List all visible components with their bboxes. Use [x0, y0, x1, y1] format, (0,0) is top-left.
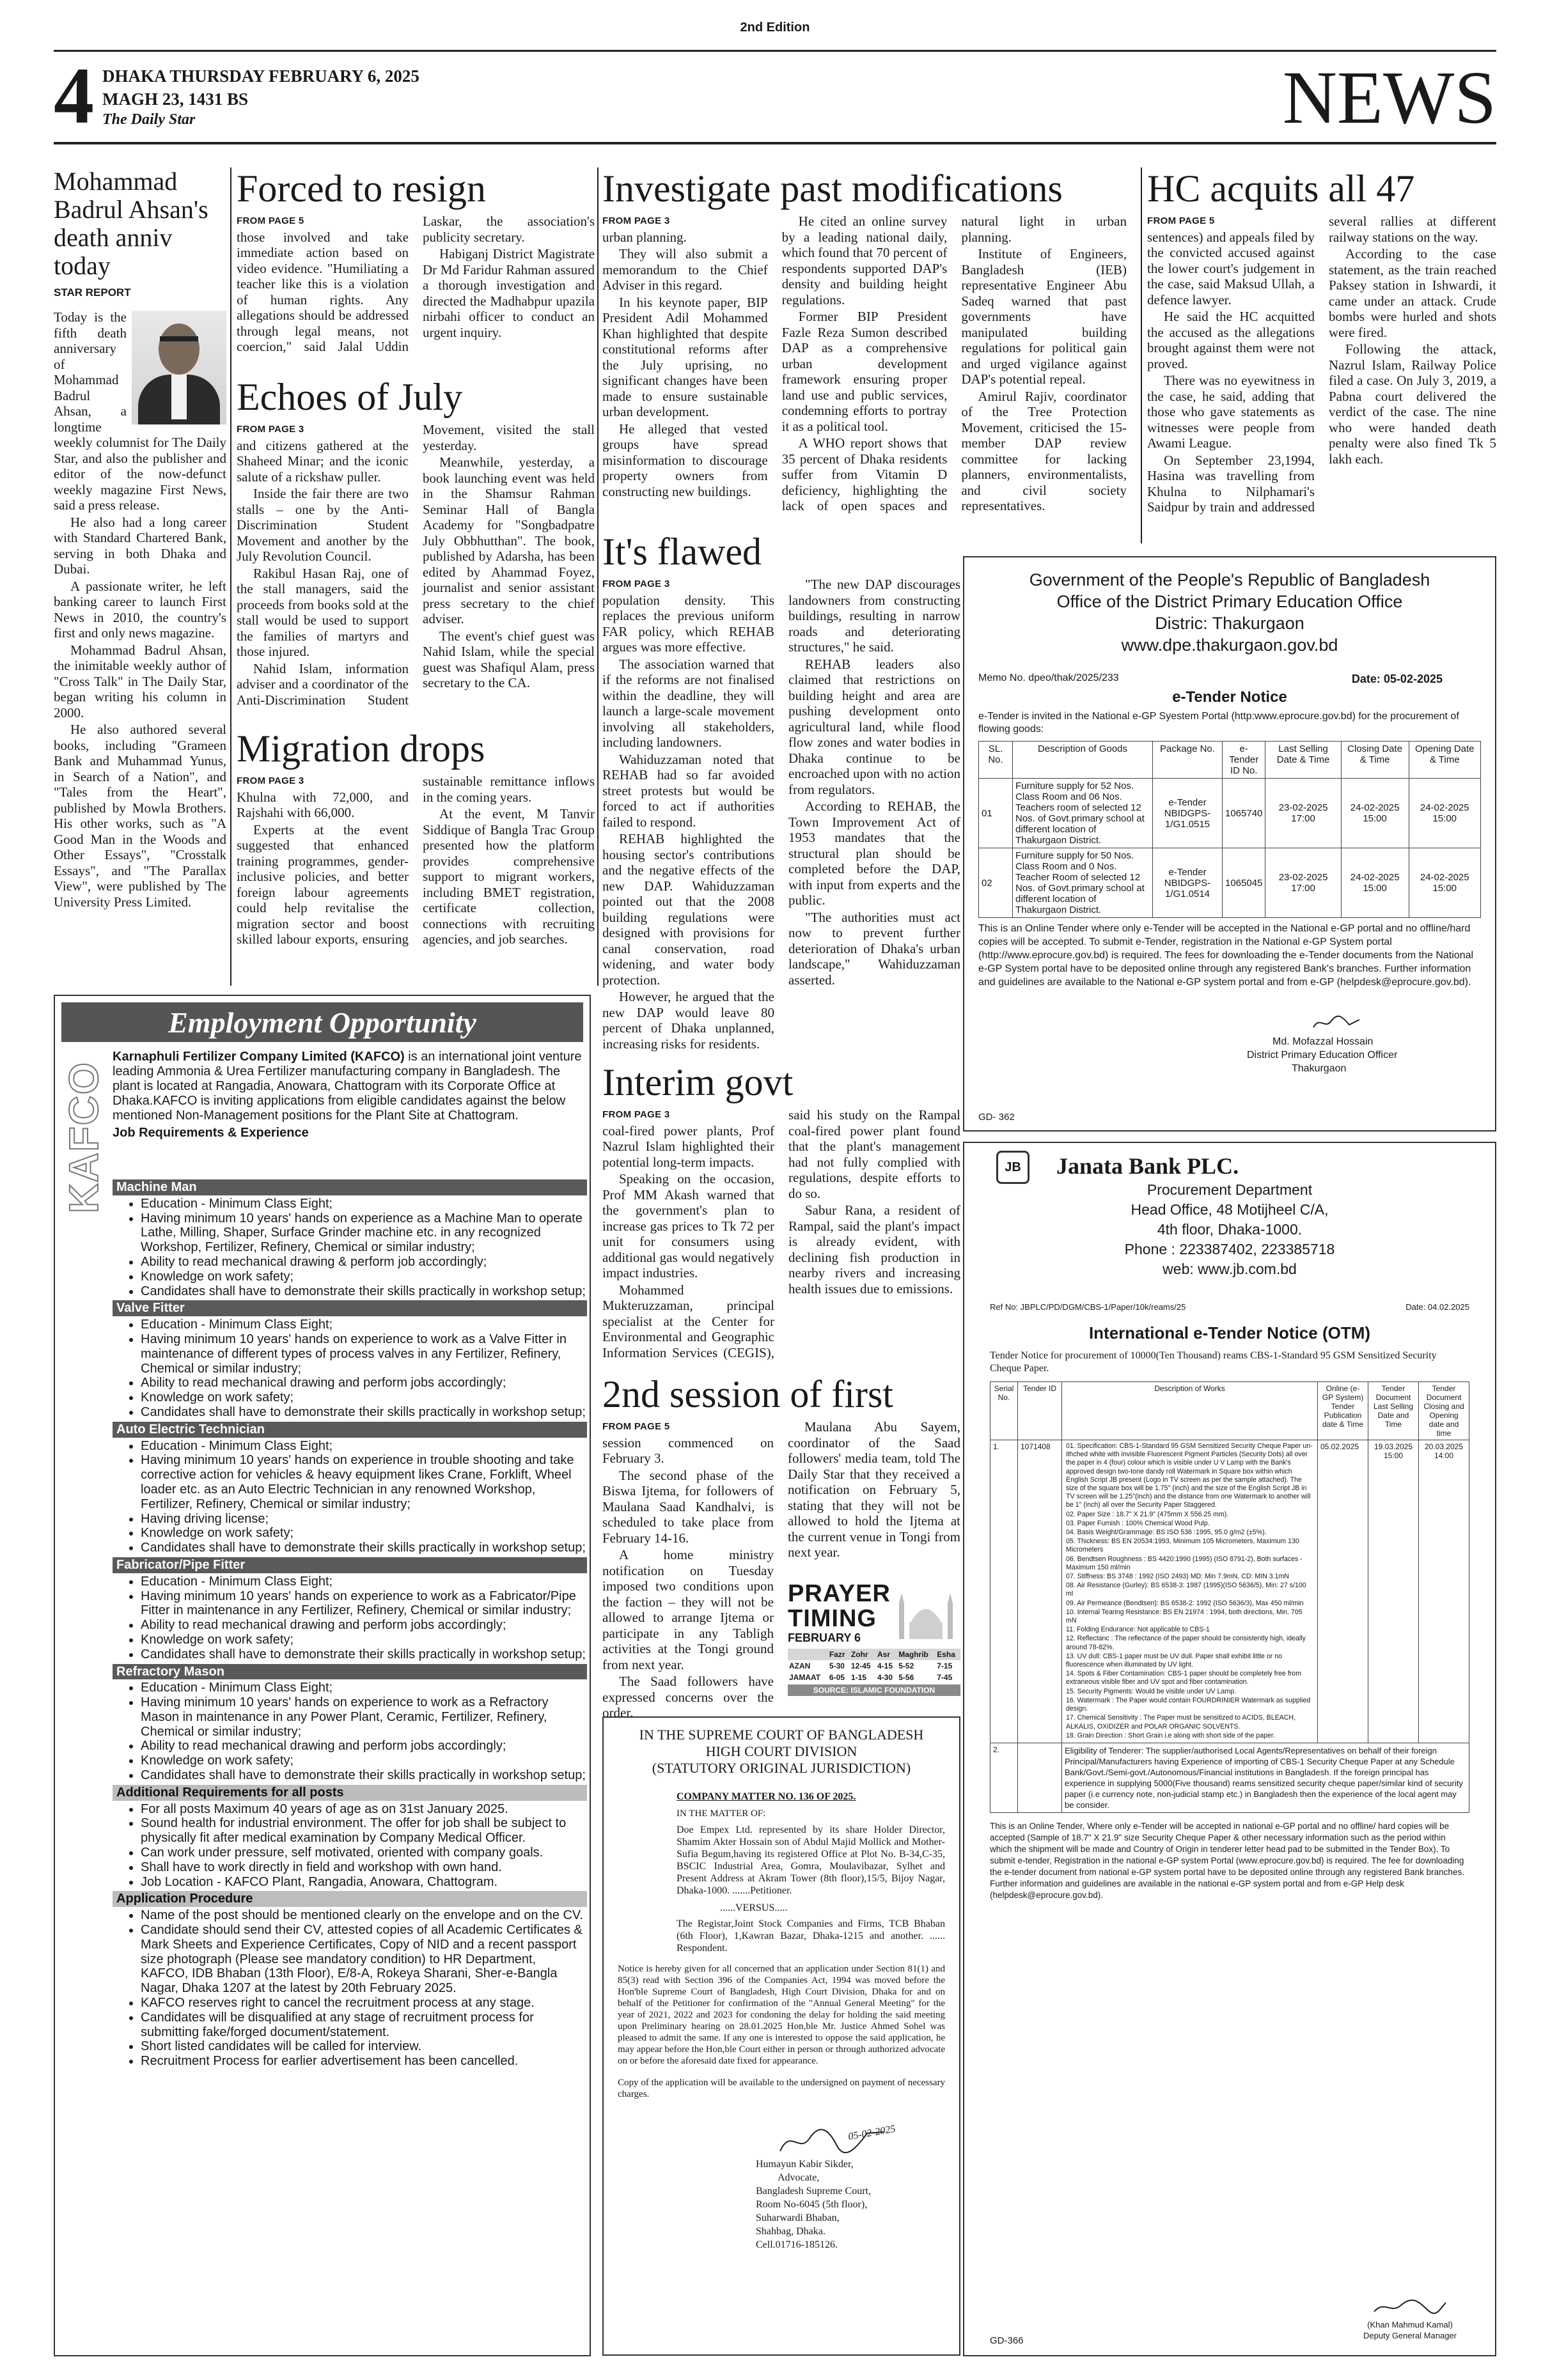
dpe-signer: Md. Mofazzal Hossain [1272, 1036, 1374, 1047]
migration-article [237, 727, 595, 983]
spec-item: 06. Bendtsen Roughness : BS 4420:1990 (1995) (ISO 8791-2), Both surfaces - Maximum 150 ml/min [1066, 1555, 1303, 1571]
echoes-para: The event's chief guest was Nahid Islam, while the special guest was Shafiqul Alam, press secretary to the CA. [423, 628, 595, 690]
versus-label: ......VERSUS..... [720, 1902, 788, 1913]
requirement-item: • Knowledge on work safety; [141, 1390, 587, 1405]
job-section-header: Refractory Mason [113, 1664, 587, 1680]
obituary-para: Mohammad Badrul Ahsan, the inimitable weekly author of "Cross Talk" in The Daily Star, began writing his column in 2000. [54, 642, 226, 720]
migration-para: Experts at the event suggested that enhanced training programmes, gender-inclusive policies, and better foreign labour agreements could help revitalise the migration sector and boost skilled labour exports, ensuring sustainable remittance inflows in the coming years. [237, 774, 595, 947]
requirement-item: • Name of the post should be mentioned clearly on the envelope and on the CV. [141, 1908, 587, 1923]
mosque-icon [895, 1584, 957, 1639]
dpe-tender-table [978, 741, 1481, 918]
hc-para: On September 23,1994, Hasina was travelling from Khulna to Nilphamari's Saidpur by train and addressed several rallies at different railway stations on the way. [1147, 214, 1496, 515]
ijtema-para: Maulana Abu Sayem, coordinator of the Saad followers' media team, told The Daily Star that they received a notification on February 5, stating that they will not be allowed to hold the Ijtema at the current venue in Tongi from next year. [788, 1419, 960, 1560]
court-title-3: (STATUTORY ORIGINAL JURISDICTION) [652, 1760, 911, 1776]
prayer-cell: 4-15 [877, 1661, 893, 1670]
prayer-header: Maghrib [898, 1650, 928, 1659]
prayer-cell: 6-05 [829, 1673, 845, 1682]
flawed-para: The association warned that if the reforms are not finalised within the deadline, they will launch a large-scale movement involving all stakeholders, including landowners. [602, 656, 774, 750]
dpe-col-header: Description of Goods [1013, 742, 1153, 779]
janata-signer-title: Deputy General Manager [1363, 2331, 1457, 2340]
ijtema-para: The second phase of the Biswa Ijtema, for followers of Maulana Saad Kandhalvi, is scheduled to take place from February 14-16. [602, 1467, 774, 1546]
employment-banner [61, 1002, 583, 1042]
requirement-item: • Candidate should send their CV, attested copies of all Academic Certificates & Mark Sheets and Experience Certificates, Copy of NID and a recent passport size photograph (Please see mandatory condition) to HR Department, KAFCO, IDB Bhaban (13th Floor), E/8-A, Rokeya Sharani, Sher-e-Bangla Nagar, Dhaka 1207 at the latest by 20th February 2025. [141, 1923, 587, 1996]
prayer-header: Zohr [850, 1650, 868, 1659]
interim-para: Mohammed Mukteruzzaman, principal specialist at the Center for Environmental and Geographic Information Services (CEGIS), said his study on the Rampal coal-fired power plant found that the plant's management had not fully complied with regulations, despite efforts to do so. [602, 1107, 960, 1360]
requirement-item: • Education - Minimum Class Eight; [141, 1681, 587, 1695]
requirement-item: • Having minimum 10 years' hands on experience in trouble shooting and take corrective action for vehicles & heavy equipment likes Crane, Forklift, Wheel loader etc. as an Auto Electric Technician in any renowned Workshop, Fertilizer, Refinery, Chemical or similar industry; [141, 1453, 587, 1511]
prayer-header: Esha [937, 1650, 955, 1659]
spec-item: 10. Internal Tearing Resistance: BS EN 21974 : 1994, both directions, Min. 705 mN [1066, 1608, 1303, 1625]
spec-item: 16. Watermark : The Paper would contain FOURDRINIER Watermark as supplied design. [1066, 1696, 1311, 1713]
obituary-byline: STAR REPORT [54, 286, 131, 299]
prayer-table [788, 1649, 960, 1683]
signature [778, 2123, 945, 2158]
dpe-cell: Furniture supply for 52 Nos. Class Room and 06 Nos. Teachers room of selected 12 Nos. of Govt.primary school at different location of Thakurgaon District. [1013, 779, 1153, 848]
petitioner-text: Doe Empex Ltd. represented by its share Holder Director, Shamim Akter Hossain son of Abdul Majid Mollick and Mother- Sufia Begum,having its registered Office at Plot No. B-34,C-35, BSCIC Industrial Area, Gomra, Moulavibazar, Sylhet and Present Address at Akram Tower (8th floor),15/5, Bijoy Nagar, Dhaka-1000. .......Petitioner. [677, 1824, 945, 1896]
dpe-col-header: Closing Date & Time [1341, 742, 1409, 779]
dpe-tender-title: e-Tender Notice [1172, 688, 1287, 706]
kafco-logo-text: KAFCO [61, 1061, 107, 1213]
table-row [990, 1440, 1469, 1743]
janata-note: This is an Online Tender, Where only e-Tender will be accepted in national e-GP portal and no offline/ hard copies will be accepted (Sample of 18.7" X 21.9" size Security Cheque Paper & other necessary information such as the period within which the shipment will be made and Country of Origin in tenderer letter head pad to be submitted in the Tender Box). To submit e-tender, Registration in the national e-GP system Portal (www.eprocure.gov.bd) is required. The fee for downloading the e-tender document from national e-GP system portal have to be deposited online through any registered Bank branches. Further information and guidelines are available in the national e-GP system portal and from e-GP Help desk (helpdesk@eprocure.gov.bd). [990, 1821, 1464, 1900]
dpe-district: Distric: Thakurgaon [1155, 614, 1304, 633]
requirement-item: • Candidates shall have to demonstrate their skills practically in workshop setup; [141, 1768, 587, 1783]
dpe-col-header: Last Selling Date & Time [1265, 742, 1341, 779]
dpe-tender-notice [963, 556, 1496, 1132]
resign-article [237, 167, 595, 385]
interim-article [602, 1061, 960, 1374]
janata-address: Head Office, 48 Motijheel C/A, [1131, 1201, 1329, 1218]
job-requirements-list [113, 1439, 587, 1555]
requirement-item: • Knowledge on work safety; [141, 1526, 587, 1541]
prayer-title: PRAYER [788, 1580, 891, 1607]
court-notice-body: Notice is hereby given for all concerned that an application under Section 81(1) and 85(3) read with Section 396 of the Companies Act, 1994 was moved before the Hon'ble Supreme Court of Bangladesh, High Court Division, Dhaka for and on behalf of the Petitioner for confirmation of the "Annual General Meeting" for the year of 2021, 2022 and 2023 for condoning the delay for holding the said meeting upon Preliminary hearing on 28.01.2025 Hon,ble Mr. Justice Ahmed Sohel was pleased to admit the same. If any one is interested to oppose the said application, he may appear before the Hon,ble Court either in person or through authorized advocate on or before the aforesaid date fixed for appearance. [618, 1964, 945, 2066]
court-title-2: HIGH COURT DIVISION [705, 1743, 857, 1759]
advocate-address: Suharwardi Bhaban, [756, 2213, 840, 2223]
dpe-intro: e-Tender is invited in the National e-GP Syestem Portal (http:www.eprocure.gov.bd) for the procurement of flowing goods: [978, 711, 1459, 735]
obituary-para: He also had a long career with Standard Chartered Bank, serving in both Dhaka and Dubai. [54, 514, 226, 577]
ijtema-para: session commenced on February 3. [602, 1435, 774, 1466]
janata-phone: Phone : 223387402, 223385718 [1124, 1241, 1335, 1257]
resign-headline: Forced to resign [237, 167, 486, 210]
advocate-phone: Cell.01716-185126. [756, 2239, 838, 2250]
investigate-para: Amirul Rajiv, coordinator of the Tree Protection Movement, criticised the 15-member DAP review committee for lacking planners, environmentalists, and civil society representatives. [961, 388, 1127, 513]
job-section-header: Valve Fitter [113, 1300, 587, 1316]
flawed-headline: It's flawed [602, 531, 762, 573]
from-page-tag: FROM PAGE 3 [602, 215, 670, 226]
dpe-gov-title: Government of the People's Republic of Bangladesh [1029, 570, 1430, 589]
prayer-cell: 7-45 [937, 1673, 953, 1682]
advocate-address: Shahbag, Dhaka. [756, 2226, 826, 2237]
spec-item: 11. Folding Endurance: Not applicable to CBS-1 [1066, 1626, 1210, 1634]
table-row [979, 848, 1481, 918]
investigate-para: He cited an online survey by a leading national daily, which found that 70 percent of respondents supported DAP's density and building height regulations. [781, 214, 948, 307]
advocate-address: Bangladesh Supreme Court, [756, 2186, 871, 2197]
flawed-para: "The authorities must act now to prevent further deterioration of Dhaka's urban landscape," Wahiduzzaman asserted. [788, 909, 960, 988]
dpe-col-header: Opening Date & Time [1409, 742, 1481, 779]
column-divider [1141, 167, 1142, 543]
requirement-item: • Can work under pressure, self motivated, oriented with company goals. [141, 1846, 587, 1860]
edition-label: 2nd Edition [740, 20, 810, 35]
advocate-title: Advocate, [778, 2172, 820, 2183]
janata-logo [996, 1151, 1029, 1184]
employment-banner-text: Employment Opportunity [168, 1006, 476, 1039]
migration-para: At the event, M Tanvir Siddique of Bangla Trac Group presented how the platform provides comprehensive support to migrant workers, including BMET registration, certificate collection, connections with recruiting agencies, and job searches. [423, 806, 595, 947]
janata-cell: 05.02.2025 [1318, 1440, 1368, 1743]
interim-para: Speaking on the occasion, Prof MM Akash warned that the government's plan to increase gas prices to Tk 72 per unit for consumers using additional gas would negatively impact industries. [602, 1171, 774, 1280]
dpe-cell: 1065045 [1223, 848, 1265, 918]
spec-item: 04. Basis Weight/Grammage: BS ISO 536 :1995, 95.0 g/m2 (±5%). [1066, 1528, 1267, 1537]
requirement-item: • Having driving license; [141, 1512, 587, 1527]
spec-item: 09. Air Permeance (Bendtsen): BS 6538-2: 1992 (ISO 5636/3), Max 450 ml/min [1066, 1599, 1304, 1607]
spec-item: 12. Reflectanc : The reflectance of the paper should be consistently high, ideally around 78-82%. [1066, 1635, 1306, 1651]
dpe-cell: 24-02-2025 15:00 [1341, 779, 1409, 848]
janata-date: Date: 04.02.2025 [1405, 1302, 1469, 1312]
hc-para: He said the HC acquitted the accused as the allegations brought against them were not proved. [1147, 309, 1315, 371]
obituary-para: A passionate writer, he left banking career to launch First News in 2010, the country's first and only news magazine. [54, 578, 226, 641]
hc-para: sentences) and appeals filed by the convicted accused against the lower court's judgement in the case, said Maksud Ullah, a defence lawyer. [1147, 229, 1315, 307]
requirement-item: • Education - Minimum Class Eight; [141, 1318, 587, 1332]
flawed-para: "The new DAP discourages landowners from constructing buildings, resulting in narrow roads and deteriorating structures," he said. [788, 577, 960, 655]
prayer-cell: 4-30 [877, 1673, 893, 1682]
masthead-top-rule [54, 50, 1496, 52]
investigate-article [602, 167, 1127, 525]
dpe-cell: 23-02-2025 17:00 [1265, 779, 1341, 848]
dpe-cell: e-Tender NBIDGPS-1/G1.0515 [1153, 779, 1223, 848]
interim-para: coal-fired power plants, Prof Nazrul Islam highlighted their potential long-term impacts. [602, 1123, 774, 1170]
echoes-article [237, 376, 595, 734]
prayer-cell: 5-56 [898, 1673, 914, 1682]
hc-para: There was no eyewitness in the case, he said, adding that those who gave statements as witnesses were people from Awami League. [1147, 373, 1315, 451]
job-section-header: Auto Electric Technician [113, 1422, 587, 1438]
flawed-para: population density. This replaces the previous uniform FAR policy, which REHAB argues was more effective. [602, 592, 774, 655]
janata-col-header: Serial No. [990, 1382, 1018, 1440]
requirement-item: • Having minimum 10 years' hands on experience to work as a Fabricator/Pipe Fitter in maintenance in any Fertilizer, Refinery, Chemical or similar industry; [141, 1589, 587, 1619]
janata-cell: 1. [990, 1440, 1018, 1743]
dpe-code: GD- 362 [978, 1112, 1015, 1123]
flawed-para: REHAB leaders also claimed that restrictions on building height and area are pushing development onto agricultural land, while flood flow zones and water bodies in Dhaka continue to be encroached upon with no action from regulators. [788, 656, 960, 797]
investigate-para: Institute of Engineers, Bangladesh (IEB) representative Engineer Abu Sadeq warned that past governments have manipulated building regulations for political gain and urged vigilance against DAP's potential repeal. [961, 246, 1127, 387]
kafco-logo [61, 1051, 107, 1224]
spec-item: 08. Air Resistance (Gurley): BS 6538-3: 1987 (1995)(ISO 5636/5), Min: 27 s/100 ml [1066, 1582, 1306, 1598]
requirement-item: • KAFCO reserves right to cancel the recruitment process at any stage. [141, 1996, 587, 2011]
court-title: IN THE SUPREME COURT OF BANGLADESH [639, 1727, 924, 1743]
from-page-tag: FROM PAGE 5 [237, 215, 304, 226]
echoes-para: Meanwhile, yesterday, a book launching event was held in the Shamsur Rahman Seminar Hall of Bangla Academy for "Songbadpatre July Obbhutthan". The book, published by Adarsha, has been edited by Ahammad Foyez, journalist and senior assistant press secretary to the chief adviser. [423, 455, 595, 626]
requirement-item: • Knowledge on work safety; [141, 1633, 587, 1647]
requirement-item: • Ability to read mechanical drawing & perform job accordingly; [141, 1255, 587, 1270]
job-section-header: Application Procedure [113, 1891, 587, 1907]
echoes-para: Inside the fair there are two stalls – one by the Anti-Discrimination Student Movement and another by the July Revolution Council. [237, 486, 409, 564]
janata-col-header: Tender Document Closing and Opening date and time [1419, 1382, 1469, 1440]
requirement-item: • Knowledge on work safety; [141, 1270, 587, 1284]
spec-item: 18. Grain Direction : Short Grain i.e along with short side of the paper. [1066, 1731, 1275, 1739]
flawed-para: According to REHAB, the Town Improvement Act of 1953 mandates that the structural plan should be completed before the DAP, with input from experts and the public. [788, 798, 960, 908]
requirement-item: • Knowledge on work safety; [141, 1754, 587, 1768]
flawed-para: REHAB highlighted the housing sector's contributions and the negative effects of the new DAP. Wahiduzzaman pointed out that the 2008 building regulations were designed with provisions for canal conservation, road widening, and water body protection. [602, 831, 774, 988]
janata-signature-icon [1372, 2298, 1448, 2317]
janata-ref: Ref No: JBPLC/PD/DGM/CBS-1/Paper/10k/reams/25 [990, 1302, 1186, 1312]
janata-bank-notice [963, 1142, 1496, 2356]
hc-para: Following the attack, Nazrul Islam, Railway Police filed a case. On July 3, 2019, a Pabna court delivered the verdict of the case. The nine who were handed death penalty were also fined Tk 5 lakh each. [1329, 341, 1496, 467]
requirement-item: • Ability to read mechanical drawing and perform jobs accordingly; [141, 1618, 587, 1633]
from-page-tag: FROM PAGE 3 [602, 1109, 670, 1120]
spec-item: 15. Security Pigments: Would be visible under UV Lamp. [1066, 1687, 1236, 1695]
dpe-cell: 24-02-2025 15:00 [1409, 848, 1481, 918]
prayer-cell: 12-45 [850, 1661, 871, 1670]
requirements-heading: Job Requirements & Experience [113, 1126, 309, 1140]
page-number: 4 [54, 52, 94, 141]
requirement-item: • Candidates will be disqualified at any stage of recruitment process for submitting fake/forged document/statement. [141, 2011, 587, 2040]
investigate-para: He alleged that vested groups have spread misinformation to discourage property owners from constructing new buildings. [602, 421, 768, 499]
dpe-cell: 24-02-2025 15:00 [1409, 779, 1481, 848]
spec-item: 02. Paper Size : 18.7" X 21.9" (475mm X 556.25 mm). [1066, 1510, 1229, 1518]
in-matter-label: IN THE MATTER OF: [677, 1808, 766, 1819]
flawed-para: Wahiduzzaman noted that REHAB had so far avoided street protests but would be forced to act if authorities failed to respond. [602, 751, 774, 830]
spec-item: 07. Stiffness: BS 3748 : 1992 (ISO 2493) MD: Min 7.9mN, CD: MIN 3.1mN [1066, 1573, 1289, 1581]
job-requirements-list [113, 1681, 587, 1783]
respondent-text: The Registar,Joint Stock Companies and Firms, TCB Bhaban (6th Floor), 1,Kawran Bazar, Dhaka-1215 and another. ...... Respondent. [677, 1918, 945, 1954]
echoes-para: and citizens gathered at the Shaheed Minar; and the iconic salute of a rickshaw puller. [237, 437, 409, 485]
dpe-cell: 02 [979, 848, 1013, 918]
obituary-para: He also authored several books, including "Grameen Bank and Muhammad Yunus, in Search of a Nation", and "Tales from the Heart", published by Mowla Brothers. His other works, such as "A Good Man in the Woods and Other Essays", "Crosstalk Essays", and "The Parallax View", were published by The University Press Limited. [54, 722, 226, 910]
from-page-tag: FROM PAGE 3 [602, 579, 670, 589]
resign-para: those involved and take immediate action based on video evidence. "Humiliating a teacher like this is a violation of human rights. Any allegations should be addressed through legal means, not coercion," said Jalal Uddin Laskar, the association's publicity secretary. [237, 214, 595, 354]
spec-item: 14. Spots & Fiber Contamination: CBS-1 paper should be completely free from extraneous visible fiber and UV spot and fiber contamination. [1066, 1670, 1302, 1686]
prayer-timing-box [788, 1582, 960, 1700]
table-row [979, 779, 1481, 848]
echoes-headline: Echoes of July [237, 376, 463, 418]
migration-para: Khulna with 72,000, and Rajshahi with 66,000. [237, 789, 409, 820]
from-page-tag: FROM PAGE 3 [237, 424, 304, 435]
job-requirements-list [113, 1575, 587, 1662]
from-page-tag: FROM PAGE 5 [1147, 215, 1215, 226]
janata-tender-table [990, 1381, 1469, 1813]
investigate-para: Former BIP President Fazle Reza Sumon described DAP as a comprehensive urban development framework ensuring proper land use and public services, condemning efforts to portray it as a political tool. [781, 309, 948, 434]
janata-logo-text: JB [1005, 1160, 1021, 1174]
hc-headline: HC acquits all 47 [1147, 167, 1415, 210]
requirement-item: • Education - Minimum Class Eight; [141, 1575, 587, 1589]
requirement-list [113, 1908, 587, 2069]
requirement-item: • Sound health for industrial environment. The offer for job shall be subject to physically fit after medical examination by Company Medical Officer. [141, 1816, 587, 1846]
kafco-jobs-list [113, 1178, 587, 2070]
company-matter: COMPANY MATTER NO. 136 OF 2025. [677, 1791, 856, 1802]
bangla-date: MAGH 23, 1431 BS [102, 89, 249, 109]
hc-para: According to the case statement, as the train reached Paksey station in Ishwardi, it came under an attack. Crude bombs were hurled and shots were fired. [1329, 246, 1496, 340]
spec-item: 13. UV dull: CBS-1 paper must be UV dull. Paper shall exhibit little or no fluorescence when illuminated by UV light. [1066, 1652, 1282, 1669]
echoes-para: Nahid Islam, information adviser and a coordinator of the Anti-Discrimination Student Movement, visited the stall yesterday. [237, 422, 595, 708]
flawed-para: However, he argued that the new DAP would leave 80 percent of Dhaka unplanned, increasing risks for residents. [602, 989, 774, 1052]
dpe-signature-icon [1311, 1015, 1362, 1031]
job-section-header: Fabricator/Pipe Fitter [113, 1557, 587, 1573]
flawed-article [602, 531, 960, 1061]
prayer-cell: 5-30 [829, 1661, 845, 1670]
janata-cell: 2. [990, 1743, 1018, 1812]
requirement-item: • Short listed candidates will be called for interview. [141, 2039, 587, 2054]
paper-name-logo: The Daily Star [102, 111, 196, 128]
investigate-para: A WHO report shows that 35 percent of Dhaka residents suffer from Vitamin D deficiency, highlighting the lack of open spaces and natural light in urban planning. [781, 214, 1127, 513]
janata-tender-title: International e-Tender Notice (OTM) [1088, 1323, 1371, 1342]
requirement-item: • Having minimum 10 years' hands on experience to work as a Valve Fitter in maintenance of different types of process valves in any Fertilizer, Refinery, Chemical or similar industry; [141, 1332, 587, 1376]
requirement-item: • Having minimum 10 years' hands on experience to work as a Refractory Mason in maintenance in any Power Plant, Ceramic, Fertilizer, Refinery, Chemical or similar industry; [141, 1695, 587, 1739]
janata-name: Janata Bank PLC. [1056, 1153, 1239, 1179]
prayer-cell: 5-52 [898, 1661, 914, 1670]
prayer-title-2: TIMING [788, 1605, 877, 1632]
prayer-cell: 7-15 [937, 1661, 953, 1670]
janata-col-header: Tender Document Last Selling Date and Time [1368, 1382, 1419, 1440]
migration-headline: Migration drops [237, 727, 485, 770]
obituary-article [54, 167, 226, 970]
janata-dept: Procurement Department [1147, 1181, 1313, 1198]
requirement-item: • Candidates shall have to demonstrate their skills practically in workshop setup; [141, 1284, 587, 1299]
janata-cell: 1071408 [1018, 1440, 1062, 1743]
obituary-headline: Mohammad Badrul Ahsan's death anniv today [54, 167, 208, 280]
janata-intro: Tender Notice for procurement of 10000(Ten Thousand) reams CBS-1-Standard 95 GSM Sensitized Security Cheque Paper. [990, 1350, 1437, 1374]
prayer-cell: JAMAAT [789, 1673, 821, 1682]
dpe-cell: 23-02-2025 17:00 [1265, 848, 1341, 918]
dateline: DHAKA THURSDAY FEBRUARY 6, 2025 [102, 66, 419, 86]
dpe-cell: 1065740 [1223, 779, 1265, 848]
dpe-signer-place: Thakurgaon [1292, 1063, 1347, 1074]
janata-web: web: www.jb.com.bd [1162, 1261, 1297, 1277]
investigate-para: In his keynote paper, BIP President Adil Mohammed Khan highlighted that despite constitutional reforms after the July uprising, no significant changes have been made to ensure sustainable urban development. [602, 294, 768, 419]
requirement-item: • Job Location - KAFCO Plant, Rangadia, Anowara, Chattogram. [141, 1875, 587, 1890]
prayer-header: Asr [877, 1650, 891, 1659]
advocate-address: Room No-6045 (5th floor), [756, 2199, 868, 2210]
requirement-item: • Candidates shall have to demonstrate their skills practically in workshop setup; [141, 1647, 587, 1662]
section-title: NEWS [1282, 56, 1496, 139]
prayer-cell: AZAN [789, 1661, 811, 1670]
dpe-date: Date: 05-02-2025 [1351, 673, 1443, 685]
requirement-item: • Candidates shall have to demonstrate their skills practically in workshop setup; [141, 1405, 587, 1420]
prayer-date: FEBRUARY 6 [788, 1631, 861, 1644]
prayer-header: Fazr [829, 1650, 845, 1659]
requirement-item: • Education - Minimum Class Eight; [141, 1197, 587, 1211]
job-section-header: Machine Man [113, 1179, 587, 1195]
janata-col-header: Online (e-GP System) Tender Publication date & Time [1318, 1382, 1368, 1440]
job-section-header: Additional Requirements for all posts [113, 1785, 587, 1801]
table-row [990, 1743, 1469, 1812]
dpe-memo: Memo No. dpeo/thak/2025/233 [978, 673, 1119, 683]
investigate-para: urban planning. [602, 229, 687, 245]
ijtema-para: A home ministry notification on Tuesday imposed two conditions upon the faction – they will not be allowed to arrange Ijtema or participate in any Tabligh activities at the Tongi ground from next year. [602, 1547, 774, 1672]
dpe-office: Office of the District Primary Education Office [1056, 592, 1403, 611]
requirement-item: • Ability to read mechanical drawing and perform jobs accordingly; [141, 1376, 587, 1390]
column-divider [230, 167, 231, 986]
from-page-tag: FROM PAGE 3 [237, 775, 304, 786]
kafco-intro [113, 1050, 586, 1123]
dpe-signer-title: District Primary Education Officer [1247, 1050, 1398, 1061]
dpe-cell: e-Tender NBIDGPS-1/G1.0514 [1153, 848, 1223, 918]
janata-code: GD-366 [990, 2335, 1024, 2346]
janata-col-header: Description of Works [1062, 1382, 1318, 1440]
dpe-website: www.dpe.thakurgaon.gov.bd [1121, 635, 1338, 655]
janata-col-header: Tender ID [1018, 1382, 1062, 1440]
hc-article [1147, 167, 1496, 525]
ijtema-headline: 2nd session of first [602, 1373, 893, 1415]
spec-item: 03. Paper Furnish : 100% Chemical Wood Pulp. [1066, 1519, 1210, 1527]
dpe-cell: 24-02-2025 15:00 [1341, 848, 1409, 918]
resign-para: Habiganj District Magistrate Dr Md Faridur Rahman assured a thorough investigation and directed the Madhabpur upazila nirbahi officer to conduct an urgent inquiry. [423, 246, 595, 340]
prayer-source: SOURCE: ISLAMIC FOUNDATION [788, 1684, 960, 1696]
dpe-col-header: e-Tender ID No. [1223, 742, 1265, 779]
janata-eligibility: Eligibility of Tenderer: The supplier/authorised Local Agents/Representatives on behalf of their foreign Principal/Manufacturers having Experience of importing of CBS-1 Security Cheque Paper at any Schedule Bank/Govt./Semi-govt./Autonomous/Financial institutions in Bangladesh. If the foreign principal has experience in supplying 5000(Five thousand) reams sensitized security cheque paper/similar kind of security paper (i.e currency note, non-judicial stamp etc.) in Bangladesh then the experience of the local agent may be consider. [1062, 1743, 1469, 1812]
job-requirements-list [113, 1318, 587, 1420]
janata-specs [1062, 1440, 1318, 1743]
investigate-headline: Investigate past modifications [602, 167, 1063, 210]
kafco-employment-ad [54, 995, 591, 2356]
dpe-cell: Furniture supply for 50 Nos. Class Room and 0 Nos. Teacher Room of selected 12 Nos. of Govt.primary school at different location of Thakurgaon District. [1013, 848, 1153, 918]
kafco-intro-text: is an international joint venture leading Ammonia & Urea Fertilizer manufacturing company in Bangladesh. The plant is located at Rangadia, Anowara, Chattogram with its Corporate Office at Dhaka.KAFCO is inviting applications from eligible candidates against the below mentioned Non-Management positions for the Plant Site at Chattogram. [113, 1050, 582, 1123]
dpe-cell: 01 [979, 779, 1013, 848]
column-divider [597, 167, 599, 986]
requirement-item: • Candidates shall have to demonstrate their skills practically in workshop setup; [141, 1541, 587, 1555]
dpe-col-header: Package No. [1153, 742, 1223, 779]
dpe-col-header: SL. No. [979, 742, 1013, 779]
prayer-header [788, 1649, 828, 1660]
interim-headline: Interim govt [602, 1061, 794, 1103]
advocate-name: Humayun Kabir Sikder, [756, 2159, 854, 2170]
requirement-item: • Ability to read mechanical drawing and perform jobs accordingly; [141, 1739, 587, 1754]
echoes-para: Rakibul Hasan Raj, one of the stall managers, said the proceeds from books sold at the stall would be used to support the families of martyrs and those injured. [237, 565, 409, 659]
requirement-item: • Education - Minimum Class Eight; [141, 1439, 587, 1454]
from-page-tag: FROM PAGE 5 [602, 1421, 670, 1432]
job-requirements-list [113, 1197, 587, 1299]
requirement-item: • Having minimum 10 years' hands on experience as a Machine Man to operate Lathe, Milling, Shaper, Surface Grinder machine etc. in any recognized Workshop, Fertilizer, Refinery, Chemical or similar industry; [141, 1211, 587, 1255]
requirement-list [113, 1802, 587, 1890]
spec-item: 17. Chemical Sensitivity : The Paper must be sensitized to ACIDS, BLEACH, ALKALIS, OXIDIZER and POLAR ORGANIC SOLVENTS. [1066, 1714, 1296, 1731]
requirement-item: • Shall have to work directly in field and workshop with own hand. [141, 1860, 587, 1875]
obituary-para: Today is the fifth death anniversary of Mohammad Badrul Ahsan, a longtime weekly columnist for The Daily Star, and also the publisher and editor of the now-defunct weekly magazine First News, said a press release. [54, 309, 226, 513]
prayer-cell: 1-15 [850, 1673, 866, 1682]
janata-address: 4th floor, Dhaka-1000. [1157, 1221, 1303, 1238]
requirement-item: • Recruitment Process for earlier advertisement has been cancelled. [141, 2054, 587, 2069]
janata-cell: 19.03.2025 15:00 [1368, 1440, 1419, 1743]
spec-item: 01. Specification: CBS-1-Standard 95 GSM Sensitized Security Cheque Paper un-ithched white with invisible Fluorescent Pigment Particles (Security Dots) all over the paper in 4 (four) colour which is visible under U V Lamp with the Bank's approved design two-tone dandy roll Watermark in Square box within which English Script JB present (Logo in TV screen as per the sample attached). The size of the square box will be 1.75" (inch) and the size of the English Script JB in TV screen will be 1.25"(inch) and the distance from one Watermark to another will be 1" (inch) all over the Security Paper Staggered. [1066, 1442, 1313, 1509]
interim-para: Sabur Rana, a resident of Rampal, said the plant's impact is already evident, with declining fish production in nearby rivers and increasing health issues due to emissions. [788, 1202, 960, 1296]
ijtema-para: The Saad followers have expressed concerns over the order. [602, 1674, 774, 1720]
janata-cell: 20.03.2025 14:00 [1419, 1440, 1469, 1743]
masthead-bottom-rule [54, 142, 1496, 144]
signature-date: 05-02-2025 [847, 2123, 896, 2143]
court-notice [602, 1716, 960, 2356]
investigate-para: They will also submit a memorandum to the Chief Adviser in this regard. [602, 246, 768, 293]
spec-item: 05. Thickness: BS EN 20534:1993, Minimum 105 Micrometers, Maximum 130 Micrometers [1066, 1537, 1299, 1554]
court-copy-note: Copy of the application will be available to the undersigned on payment of necessary charges. [618, 2078, 945, 2099]
requirement-item: • For all posts Maximum 40 years of age as on 31st January 2025. [141, 1802, 587, 1817]
kafco-company-name: Karnaphuli Fertilizer Company Limited (KAFCO) [113, 1050, 405, 1064]
dpe-note: This is an Online Tender where only e-Tender will be accepted in the National e-GP portal and no offline/hard copies will be accepted. To submit e-Tender, registration in the National e-GP System portal (http://www.eprocure.gov.bd) is required. The fees for downloading the e-Tender documents from the National e-GP System portal have to be deposited online through any registered Bank's branches. Further information and guidelines are available to the National e-GP system portal and from e-GP (helpdesk@eprocure.gov.bd). [978, 923, 1474, 988]
janata-signer: (Khan Mahmud Kamal) [1367, 2320, 1453, 2329]
author-photo [132, 311, 226, 424]
janata-cell [1018, 1743, 1062, 1812]
